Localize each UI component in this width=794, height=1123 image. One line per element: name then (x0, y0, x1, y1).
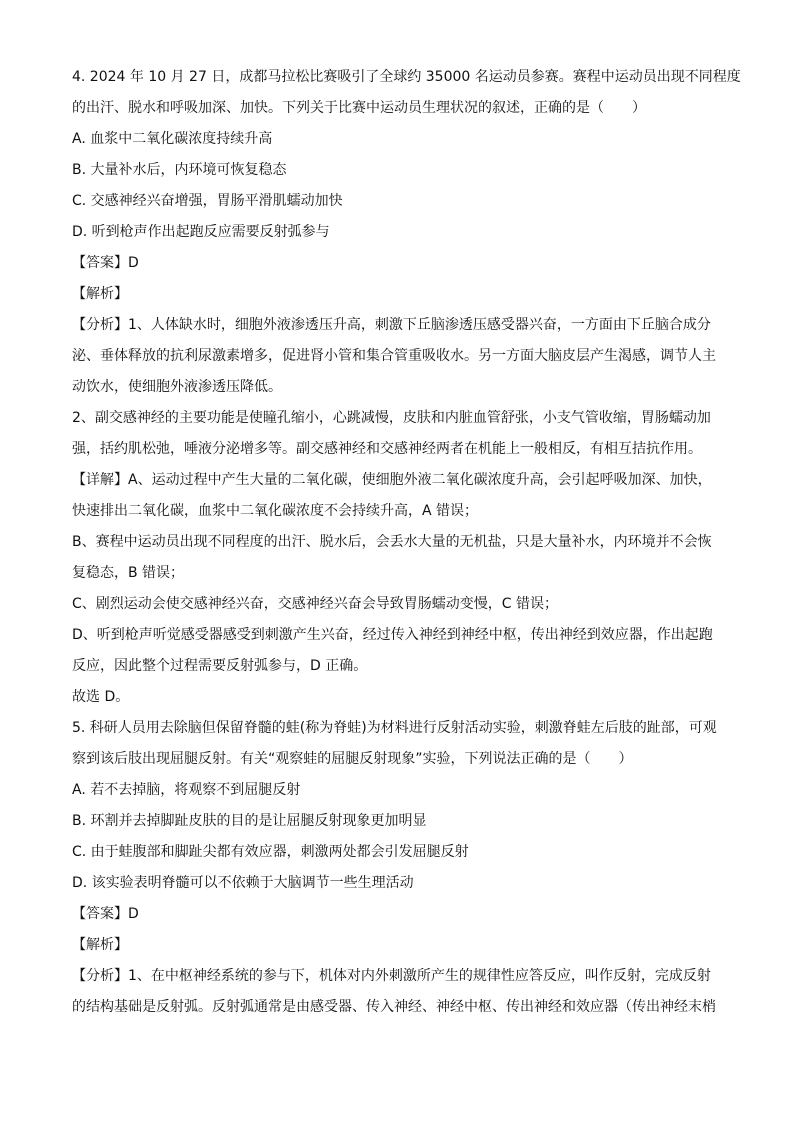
question-4-analysis-line: 【详解】A、运动过程中产生大量的二氧化碳，使细胞外液二氧化碳浓度升高，会引起呼吸加深、加快， (72, 472, 712, 488)
question-5-analysis-label: 【解析】 (72, 937, 128, 953)
question-4-analysis-line: 2、副交感神经的主要功能是使瞳孔缩小，心跳减慢，皮肤和内脏血管舒张，小支气管收缩，胃肠蠕动加 (72, 410, 711, 426)
question-4-stem-line: 的出汗、脱水和呼吸加深、加快。下列关于比赛中运动员生理状况的叙述，正确的是（ ） (72, 100, 646, 116)
question-5-analysis-line: 【分析】1、在中枢神经系统的参与下，机体对内外刺激所产生的规律性应答反应，叫作反射，完成反射 (72, 968, 711, 984)
question-4-analysis-label: 【解析】 (72, 286, 128, 302)
question-4-analysis-line: 强，括约肌松弛，唾液分泌增多等。副交感神经和交感神经两者在机能上一般相反，有相互拮抗作用。 (72, 441, 702, 457)
question-4-analysis-line: 动饮水，使细胞外液渗透压降低。 (72, 379, 282, 395)
question-5-option-a: A. 若不去掉脑，将观察不到屈腿反射 (72, 782, 301, 798)
question-5-stem-line: 察到该后肢出现屈腿反射。有关“观察蛙的屈腿反射现象”实验，下列说法正确的是（ ） (72, 751, 633, 767)
question-4-analysis-line: 泌、垂体释放的抗利尿激素增多，促进肾小管和集合管重吸收水。另一方面大脑皮层产生渴感，调节人主 (72, 348, 716, 364)
question-5 (72, 713, 722, 1023)
question-4-option-c: C. 交感神经兴奋增强，胃肠平滑肌蠕动加快 (72, 193, 343, 209)
question-4 (72, 62, 741, 713)
question-4-analysis-line: 故选 D。 (72, 689, 130, 705)
question-5-analysis-line: 的结构基础是反射弧。反射弧通常是由感受器、传入神经、神经中枢、传出神经和效应器（传出神经末梢 (72, 999, 716, 1015)
question-4-stem-line: 4. 2024 年 10 月 27 日，成都马拉松比赛吸引了全球约 35000 名运动员参赛。赛程中运动员出现不同程度 (72, 69, 741, 85)
question-5-answer: 【答案】D (72, 906, 139, 922)
question-5-stem-line: 5. 科研人员用去除脑但保留脊髓的蛙(称为脊蛙)为材料进行反射活动实验，刺激脊蛙左后肢的趾部，可观 (72, 720, 717, 736)
question-5-option-b: B. 环割并去掉脚趾皮肤的目的是让屈腿反射现象更加明显 (72, 813, 427, 829)
question-4-analysis-line: C、剧烈运动会使交感神经兴奋，交感神经兴奋会导致胃肠蠕动变慢，C 错误； (72, 596, 558, 612)
question-4-analysis-line: 复稳态，B 错误； (72, 565, 185, 581)
question-4-analysis-line: B、赛程中运动员出现不同程度的出汗、脱水后，会丢水大量的无机盐，只是大量补水，内环境并不会恢 (72, 534, 712, 550)
question-4-analysis-line: 【分析】1、人体缺水时，细胞外液渗透压升高，刺激下丘脑渗透压感受器兴奋，一方面由下丘脑合成分 (72, 317, 711, 333)
question-5-option-d: D. 该实验表明脊髓可以不依赖于大脑调节一些生理活动 (72, 875, 414, 891)
question-4-option-a: A. 血浆中二氧化碳浓度持续升高 (72, 131, 273, 147)
question-4-analysis-line: 快速排出二氧化碳，血浆中二氧化碳浓度不会持续升高，A 错误； (72, 503, 479, 519)
document-page (72, 62, 741, 1023)
question-4-analysis-line: D、听到枪声听觉感受器感受到刺激产生兴奋，经过传入神经到神经中枢，传出神经到效应器，作出起跑 (72, 627, 713, 643)
question-4-analysis-line: 反应，因此整个过程需要反射弧参与，D 正确。 (72, 658, 368, 674)
question-4-option-b: B. 大量补水后，内环境可恢复稳态 (72, 162, 287, 178)
question-5-option-c: C. 由于蛙腹部和脚趾尖都有效应器，刺激两处都会引发屈腿反射 (72, 844, 469, 860)
question-4-option-d: D. 听到枪声作出起跑反应需要反射弧参与 (72, 224, 330, 240)
question-4-answer: 【答案】D (72, 255, 139, 271)
